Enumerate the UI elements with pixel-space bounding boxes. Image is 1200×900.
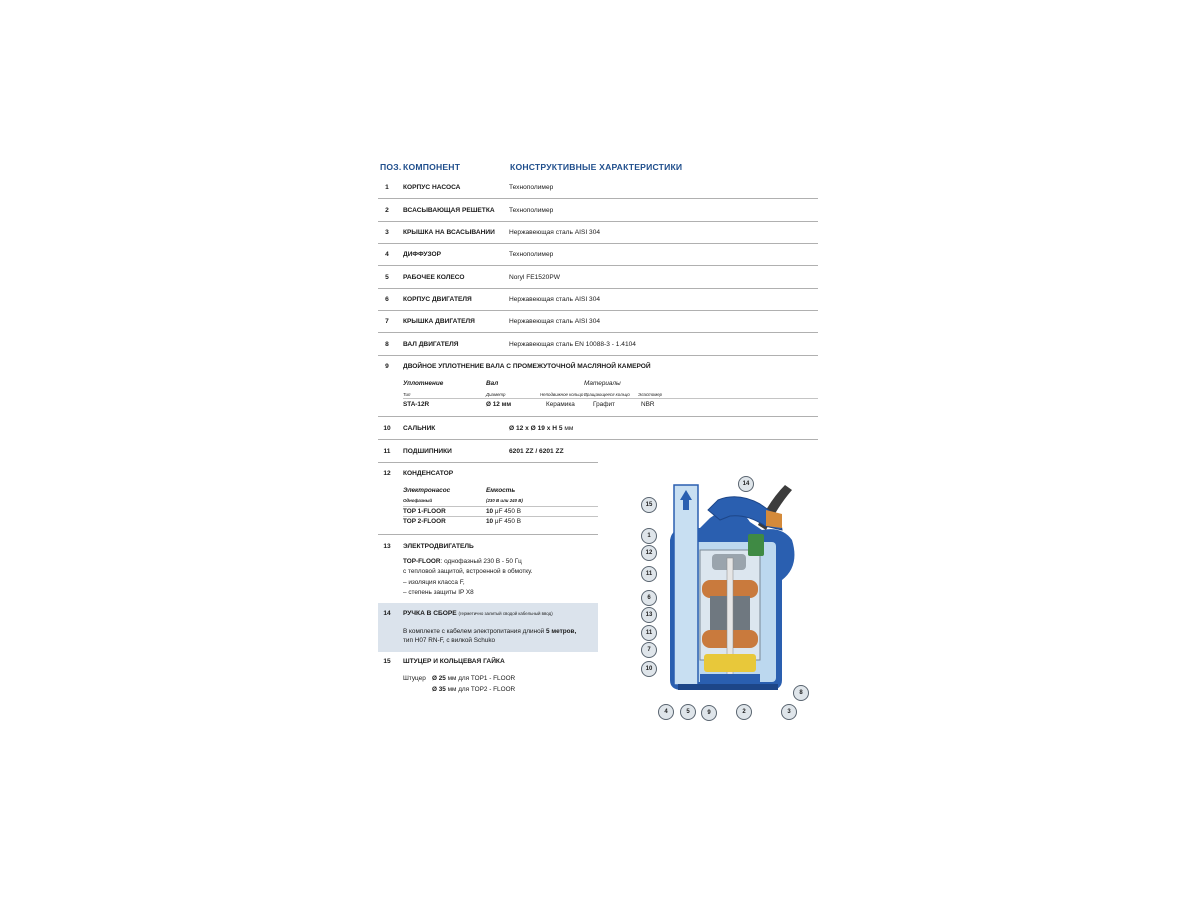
seal-header-type: Тип <box>403 392 411 397</box>
row-number: 3 <box>385 229 389 236</box>
capacitor-header-pump: Электронасос <box>403 487 451 494</box>
motor-spec: : однофазный 230 В - 50 Гц <box>440 558 522 565</box>
callout-badge: 15 <box>641 497 657 513</box>
row-divider <box>378 288 818 289</box>
discharge-pipe <box>674 485 698 685</box>
capacitor-header-capacity: Емкость <box>486 487 516 494</box>
seal-elastomer: NBR <box>641 401 655 408</box>
row-component: ДИФФУЗОР <box>403 251 442 258</box>
row-component: ДВОЙНОЕ УПЛОТНЕНИЕ ВАЛА С ПРОМЕЖУТОЧНОЙ МАСЛЯНОЙ КАМЕРОЙ <box>403 363 651 370</box>
row-divider <box>378 265 818 266</box>
row-number: 15 <box>383 658 391 665</box>
header-component: КОМПОНЕНТ <box>403 162 461 172</box>
handle-line2: тип H07 RN-F, с вилкой Schuko <box>403 637 496 644</box>
motor-model: TOP-FLOOR <box>403 558 441 565</box>
fitting-d1: Ø 25 <box>432 675 446 682</box>
seal-header-diameter: Диаметр <box>486 392 506 397</box>
callout-badge: 1 <box>641 528 657 544</box>
handle-line1: В комплекте с кабелем электропитания длиной <box>403 628 545 635</box>
callout-badge: 11 <box>641 625 657 641</box>
row-number: 10 <box>383 425 391 432</box>
row-divider <box>378 221 818 222</box>
fitting-label: Штуцер <box>403 675 426 682</box>
seal-header-elastomer: Эластомер <box>638 392 663 397</box>
callout-badge: 3 <box>781 704 797 720</box>
capacitor-shape <box>748 534 764 556</box>
header-pos: ПОЗ. <box>380 162 402 172</box>
row-divider <box>378 439 818 440</box>
row-number: 13 <box>383 543 391 550</box>
motor-line4: – степень защиты IP X8 <box>403 589 474 596</box>
capacitor-pump: TOP 2-FLOOR <box>403 518 446 525</box>
callout-badge: 7 <box>641 642 657 658</box>
callout-badge: 2 <box>736 704 752 720</box>
cable-gland-shape <box>766 510 782 528</box>
row-component: РАБОЧЕЕ КОЛЕСО <box>403 274 465 281</box>
seal-header-shaft: Вал <box>486 380 499 387</box>
gland-size: Ø 12 x Ø 19 x H 5 <box>509 425 563 432</box>
row-value: Нержавеющая сталь AISI 304 <box>509 296 601 303</box>
row-component: РУЧКА В СБОРЕ <box>403 610 457 617</box>
fitting-d2-note: мм для TOP2 - FLOOR <box>447 686 516 693</box>
row-divider <box>378 355 818 356</box>
row-divider <box>378 310 818 311</box>
row-value: Нержавеющая сталь AISI 304 <box>509 318 601 325</box>
row-number: 6 <box>385 296 389 303</box>
impeller <box>700 674 760 684</box>
row-value: 6201 ZZ / 6201 ZZ <box>509 448 564 455</box>
callout-badge: 8 <box>793 685 809 701</box>
row-number: 11 <box>383 448 391 455</box>
callout-badge: 12 <box>641 545 657 561</box>
callout-badge: 9 <box>701 705 717 721</box>
row-component: КОРПУС НАСОСА <box>403 184 461 191</box>
pump-diagram <box>630 470 810 725</box>
callout-badge: 11 <box>641 566 657 582</box>
handle-note: (герметично залитый сводой кабельный ввод) <box>458 611 553 616</box>
row-value: Технополимер <box>509 184 554 191</box>
row-value: Нержавеющая сталь AISI 304 <box>509 229 601 236</box>
seal-fixed: Графит <box>593 401 615 408</box>
capacitor-divider <box>403 506 598 507</box>
seal-header-rotating: Неподвижное кольцо <box>540 392 584 397</box>
capacitor-divider <box>403 516 598 517</box>
row-divider <box>378 416 818 417</box>
capacitor-unit: μF 450 В <box>494 508 521 515</box>
motor-line2: с тепловой защитой, встроенной в обмотку. <box>403 568 533 575</box>
row-number: 14 <box>383 610 391 617</box>
row-component: ЭЛЕКТРОДВИГАТЕЛЬ <box>403 543 474 550</box>
capacitor-value: 10 <box>486 518 494 525</box>
row-number: 7 <box>385 318 389 325</box>
seal-subheader-divider <box>403 398 818 399</box>
row-number: 1 <box>385 184 389 191</box>
row-number: 12 <box>383 470 391 477</box>
capacitor-header-phase: Однофазный <box>403 498 433 503</box>
base-plate <box>678 684 778 690</box>
fitting-d2: Ø 35 <box>432 686 446 693</box>
row-component: КОНДЕНСАТОР <box>403 470 454 477</box>
row-divider <box>378 462 598 463</box>
row-divider <box>378 243 818 244</box>
row-component: ШТУЦЕР И КОЛЬЦЕВАЯ ГАЙКА <box>403 658 505 665</box>
row-number: 8 <box>385 341 389 348</box>
row-component: ВСАСЫВАЮЩАЯ РЕШЕТКА <box>403 207 495 214</box>
seal-header-materials: Материалы <box>584 380 621 387</box>
motor-line3: – изоляция класса F, <box>403 579 465 586</box>
row-divider <box>378 198 818 199</box>
row-value: Noryl FE1520PW <box>509 274 560 281</box>
row-number: 4 <box>385 251 389 258</box>
callout-badge: 5 <box>680 704 696 720</box>
row-component: КОРПУС ДВИГАТЕЛЯ <box>403 296 472 303</box>
row-component: ВАЛ ДВИГАТЕЛЯ <box>403 341 459 348</box>
capacitor-unit: μF 450 В <box>494 518 521 525</box>
seal-diameter: Ø 12 мм <box>486 401 512 408</box>
fitting-d1-note: мм для TOP1 - FLOOR <box>447 675 516 682</box>
callout-badge: 4 <box>658 704 674 720</box>
row-divider <box>378 332 818 333</box>
seal-header-seal: Уплотнение <box>403 380 444 387</box>
seal-rotating: Керамика <box>546 401 575 408</box>
row-value: Нержавеющая сталь EN 10088-3 - 1.4104 <box>509 341 636 348</box>
row-number: 5 <box>385 274 389 281</box>
callout-badge: 10 <box>641 661 657 677</box>
seal-header-fixed: Вращающееся кольцо <box>584 392 630 397</box>
row-number: 9 <box>385 363 389 370</box>
gland-unit: мм <box>564 425 574 432</box>
capacitor-value: 10 <box>486 508 494 515</box>
capacitor-header-voltage: (230 В или 240 В) <box>486 498 523 503</box>
callout-badge: 13 <box>641 607 657 623</box>
callout-badge: 14 <box>738 476 754 492</box>
row-component: САЛЬНИК <box>403 425 436 432</box>
row-value: Технополимер <box>509 207 554 214</box>
row-component: КРЫШКА НА ВСАСЫВАНИИ <box>403 229 495 236</box>
header-characteristics: КОНСТРУКТИВНЫЕ ХАРАКТЕРИСТИКИ <box>510 162 683 172</box>
callout-badge: 6 <box>641 590 657 606</box>
handle-length: 5 метров, <box>546 628 577 635</box>
seal-type: STA-12R <box>403 401 430 408</box>
row-component: КРЫШКА ДВИГАТЕЛЯ <box>403 318 475 325</box>
row-divider <box>378 534 598 535</box>
row-number: 2 <box>385 207 389 214</box>
row-value: Технополимер <box>509 251 554 258</box>
oil-chamber <box>704 654 756 672</box>
row-component: ПОДШИПНИКИ <box>403 448 452 455</box>
capacitor-pump: TOP 1-FLOOR <box>403 508 446 515</box>
